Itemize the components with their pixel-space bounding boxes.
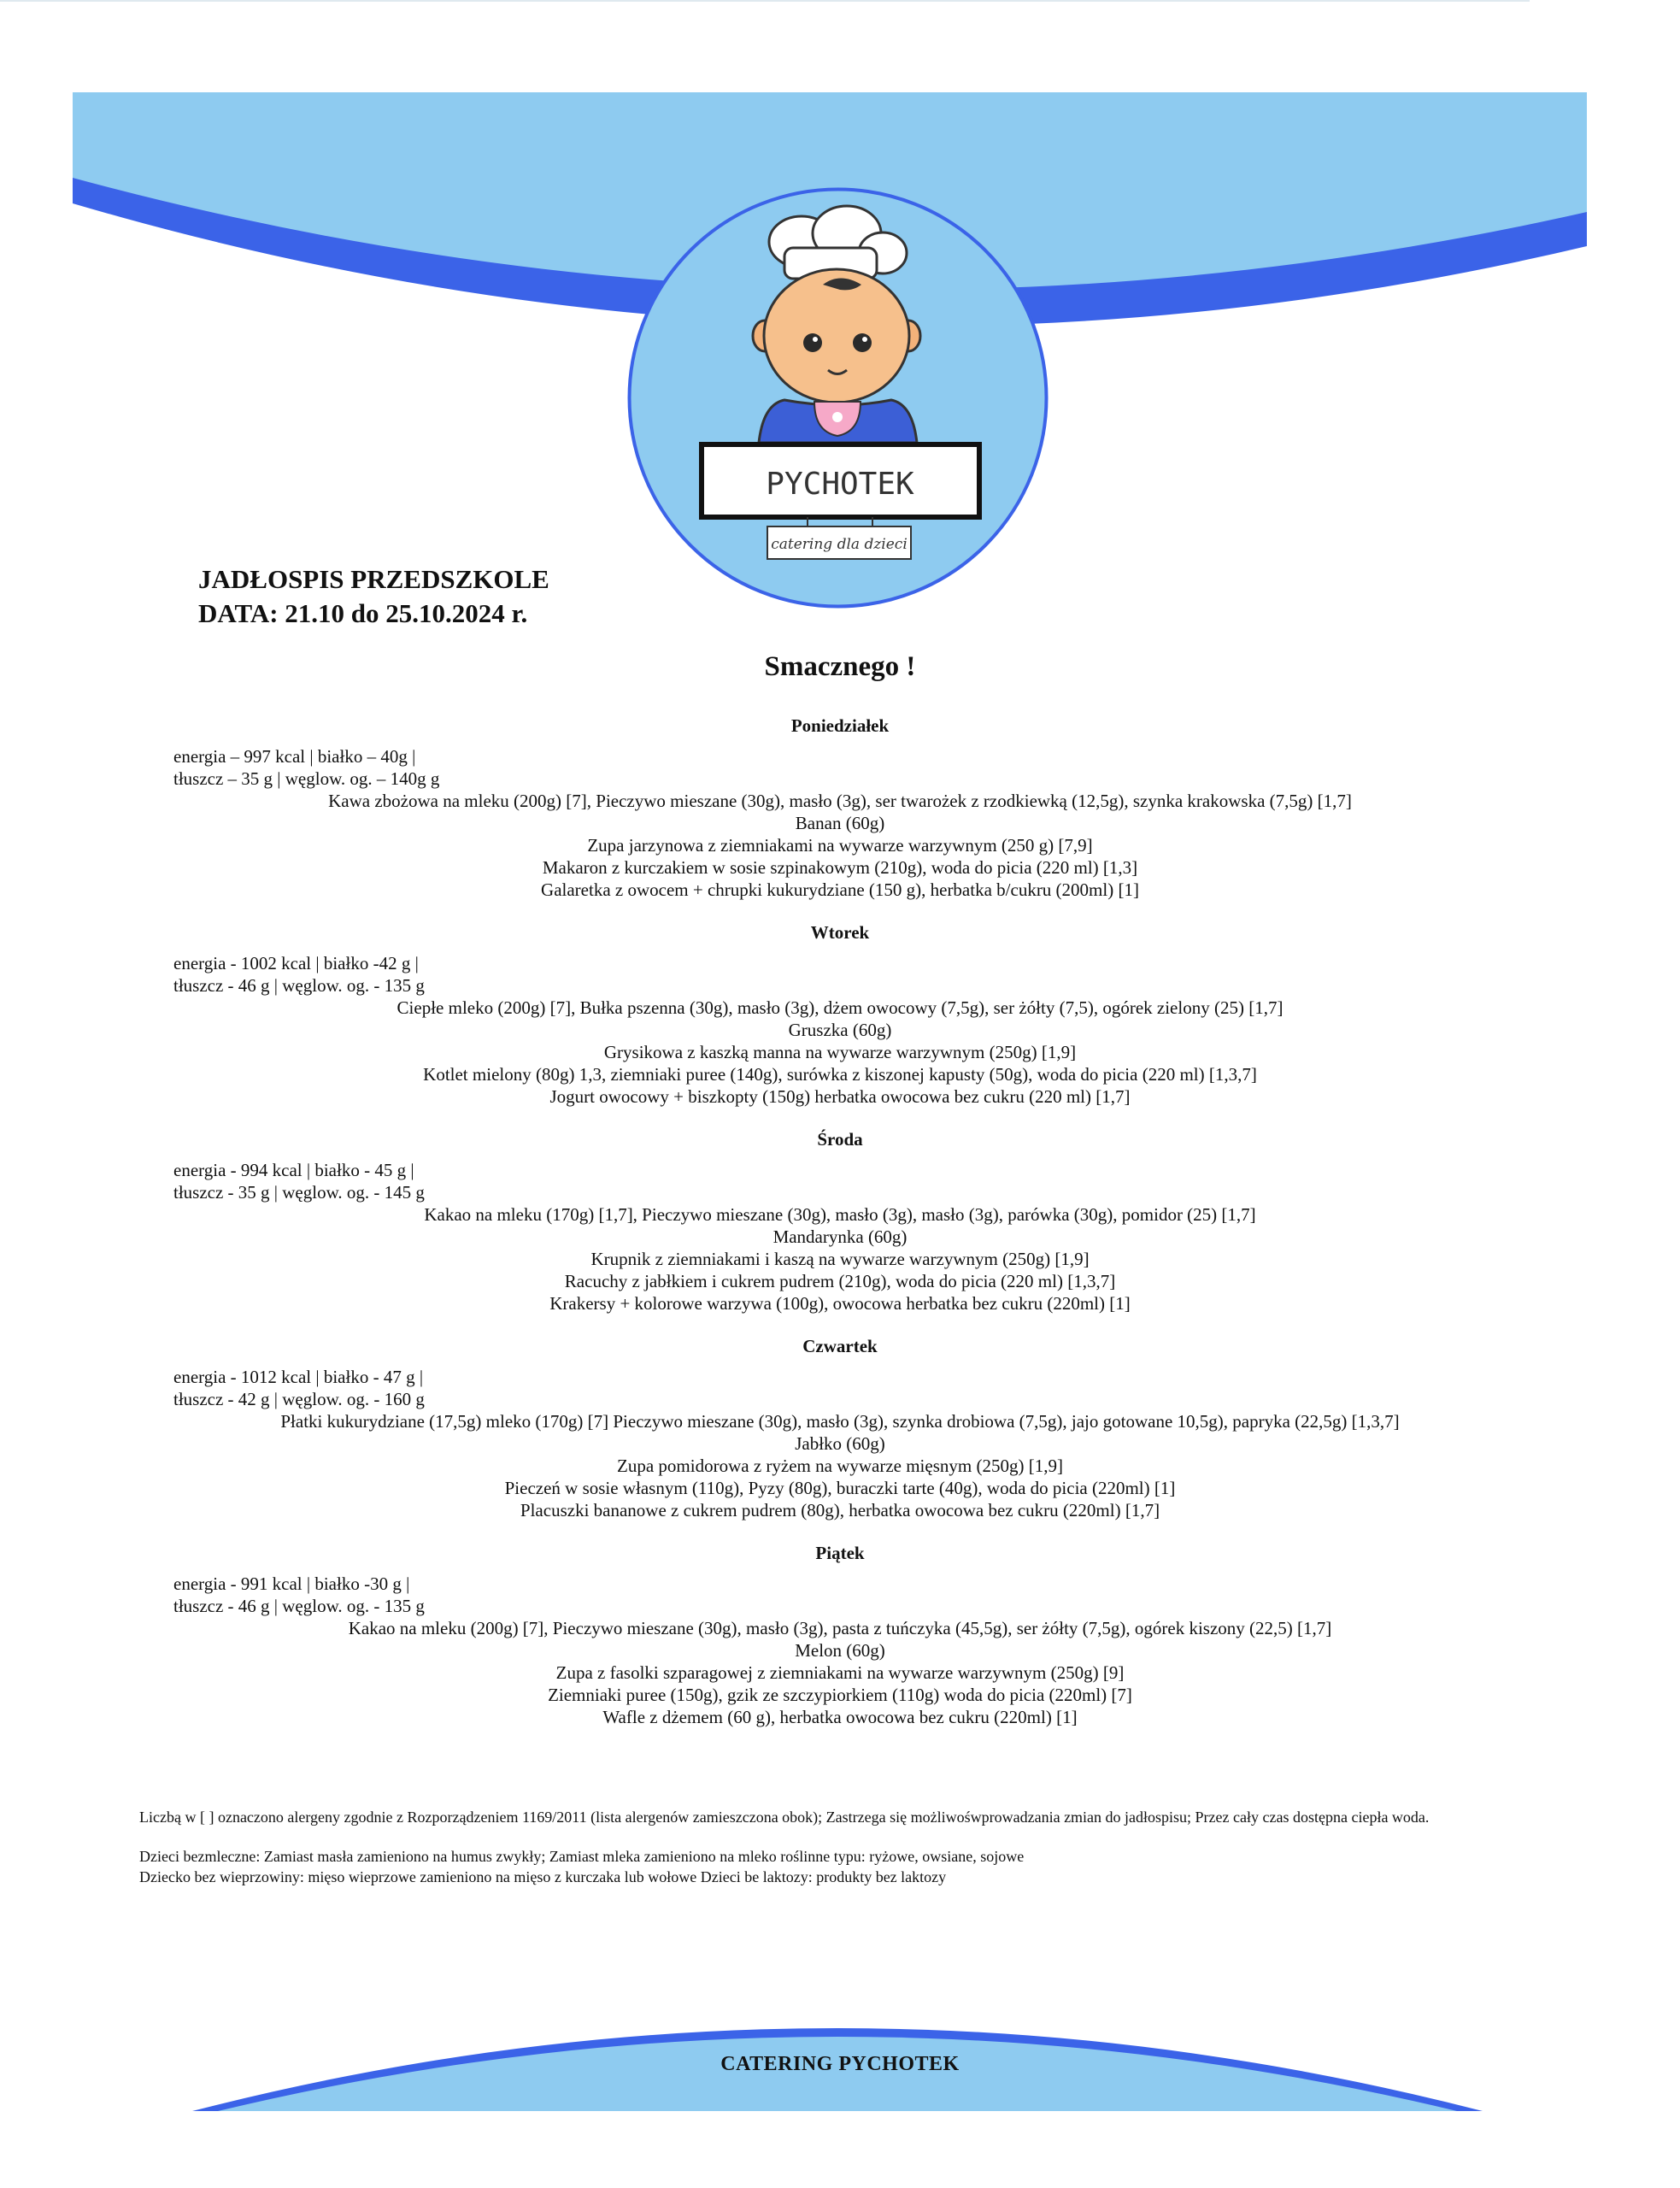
meal-main: Racuchy z jabłkiem i cukrem pudrem (210g), woda do picia (220 ml) [1,3,7] (564, 1271, 1116, 1291)
meal-main: Ziemniaki puree (150g), gzik ze szczypiorkiem (110g) woda do picia (220ml) [7] (548, 1685, 1132, 1705)
pork-free-note: Dziecko bez wieprzowiny: mięso wieprzowe zamieniono na mięso z kurczaka lub wołowe Dzieci be laktozy: produkty bez laktozy (139, 1868, 947, 1885)
allergen-note: Liczbą w [ ] oznaczono alergeny zgodnie z Rozporządzeniem 1169/2011 (lista alergenów zamieszczona obok); Zastrzega się możliwośwprowadzania zmian do jadłospisu; Przez cały czas dostępna ciepła woda. (139, 1809, 1430, 1826)
meal-afternoon: Placuszki bananowe z cukrem pudrem (80g), herbatka owocowa bez cukru (220ml) [1,7] (520, 1500, 1160, 1520)
meal-soup: Grysikowa z kaszką manna na wywarze warzywnym (250g) [1,9] (603, 1042, 1077, 1062)
day-name: Piątek (815, 1543, 865, 1563)
meal-afternoon: Jogurt owocowy + biszkopty (150g) herbatka owocowa bez cukru (220 ml) [1,7] (549, 1086, 1131, 1107)
greeting: Smacznego ! (764, 651, 916, 682)
meal-main: Makaron z kurczakiem w sosie szpinakowym (210g), woda do picia (220 ml) [1,3] (542, 857, 1138, 878)
nutrition-line: tłuszcz – 35 g | węglow. og. – 140g g (173, 768, 440, 789)
meal-main: Pieczeń w sosie własnym (110g), Pyzy (80g), buraczki tarte (40g), woda do picia (220ml) [1] (504, 1478, 1176, 1498)
top-border-line (0, 0, 1530, 2)
day-name: Czwartek (802, 1336, 878, 1356)
meal-soup: Zupa pomidorowa z ryżem na wywarze mięsnym (250g) [1,9] (617, 1456, 1063, 1476)
menu-title-block (198, 562, 549, 631)
meal-snack: Mandarynka (60g) (772, 1226, 908, 1247)
day-wednesday (0, 1128, 1680, 1315)
nutrition-line: energia – 997 kcal | białko – 40g | (173, 746, 416, 767)
meal-soup: Zupa jarzynowa z ziemniakami na wywarze warzywnym (250 g) [7,9] (587, 835, 1093, 856)
pychotek-logo (626, 186, 1049, 609)
footer-brand: CATERING PYCHOTEK (720, 2053, 960, 2075)
meal-breakfast: Kakao na mleku (170g) [1,7], Pieczywo mieszane (30g), masło (3g), masło (3g), parówka (30g), pomidor (25) [1,7] (424, 1204, 1256, 1225)
day-name: Poniedziałek (790, 715, 890, 736)
day-name: Wtorek (810, 922, 870, 943)
day-friday (0, 1542, 1680, 1728)
meal-breakfast: Kakao na mleku (200g) [7], Pieczywo mieszane (30g), masło (3g), pasta z tuńczyka (45,5g), ser żółty (7,5g), ogórek kiszony (22,5) [1,7] (348, 1618, 1332, 1638)
meal-breakfast: Kawa zbożowa na mleku (200g) [7], Pieczywo mieszane (30g), masło (3g), ser twarożek z rzodkiewką (12,5g), szynka krakowska (7,5g) [1,7] (328, 791, 1352, 811)
date-range: DATA: 21.10 do 25.10.2024 r. (198, 598, 528, 628)
nutrition-line: energia - 991 kcal | białko -30 g | (173, 1573, 410, 1594)
meal-snack: Melon (60g) (795, 1640, 885, 1661)
nutrition-line: tłuszcz - 42 g | węglow. og. - 160 g (173, 1389, 425, 1409)
dairy-free-note: Dzieci bezmleczne: Zamiast masła zamieniono na humus zwykły; Zamiast mleka zamieniono na mleko roślinne typu: ryżowe, owsiane, sojowe (139, 1848, 1025, 1865)
meal-snack: Banan (60g) (795, 813, 885, 833)
meal-soup: Zupa z fasolki szparagowej z ziemniakami na wywarze warzywnym (250g) [9] (555, 1662, 1125, 1683)
nutrition-line: energia - 1012 kcal | białko - 47 g | (173, 1367, 424, 1387)
meal-snack: Jabłko (60g) (795, 1433, 885, 1454)
meal-breakfast: Płatki kukurydziane (17,5g) mleko (170g) [7] Pieczywo mieszane (30g), masło (3g), szynka drobiowa (7,5g), jajo gotowane 10,5g), papryka (22,5g) [1,3,7] (280, 1411, 1400, 1432)
meal-main: Kotlet mielony (80g) 1,3, ziemniaki puree (140g), surówka z kiszonej kapusty (50g), woda do picia (220 ml) [1,3,7] (423, 1064, 1257, 1085)
day-monday (0, 715, 1680, 901)
meal-afternoon: Galaretka z owocem + chrupki kukurydziane (150 g), herbatka b/cukru (200ml) [1] (541, 879, 1139, 900)
logo-brand-text: PYCHOTEK (766, 467, 914, 502)
nutrition-line: tłuszcz - 46 g | węglow. og. - 135 g (173, 1596, 425, 1616)
day-thursday (0, 1335, 1680, 1521)
day-name: Środa (817, 1129, 863, 1150)
nutrition-line: energia - 994 kcal | białko - 45 g | (173, 1160, 414, 1180)
meal-breakfast: Ciepłe mleko (200g) [7], Bułka pszenna (30g), masło (3g), dżem owocowy (7,5g), ser żółty (7,5), ogórek zielony (25) [1,7] (397, 997, 1283, 1018)
nutrition-line: tłuszcz - 46 g | węglow. og. - 135 g (173, 975, 425, 996)
day-tuesday (0, 921, 1680, 1108)
nutrition-line: tłuszcz - 35 g | węglow. og. - 145 g (173, 1182, 425, 1203)
meal-snack: Gruszka (60g) (788, 1020, 892, 1040)
meal-afternoon: Krakersy + kolorowe warzywa (100g), owocowa herbatka bez cukru (220ml) [1] (549, 1293, 1131, 1314)
weekly-menu (0, 715, 1680, 1749)
meal-soup: Krupnik z ziemniakami i kaszą na wywarze warzywnym (250g) [1,9] (590, 1249, 1090, 1269)
meal-afternoon: Wafle z dżemem (60 g), herbatka owocowa bez cukru (220ml) [1] (602, 1707, 1078, 1727)
footer-notes (139, 1807, 1558, 1887)
page-title: JADŁOSPIS PRZEDSZKOLE (198, 564, 549, 594)
logo-tagline-text: catering dla dzieci (771, 536, 908, 553)
nutrition-line: energia - 1002 kcal | białko -42 g | (173, 953, 419, 973)
